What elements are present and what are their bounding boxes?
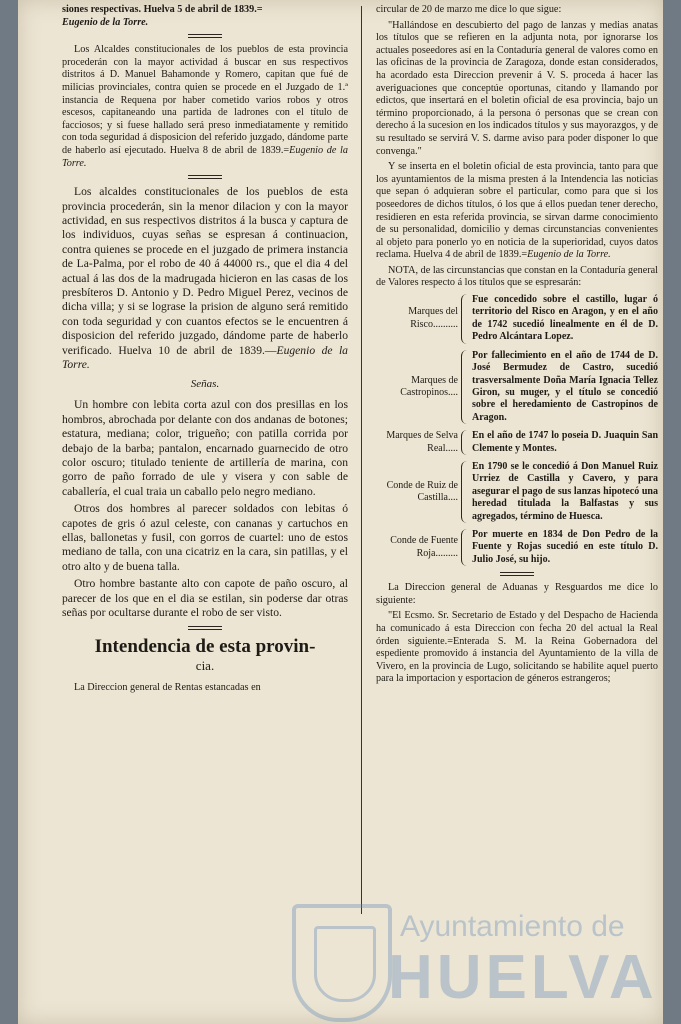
entry-text: Fue concedido sobre el castillo, lugar ó territorio del Risco en Aragon, y en el año de 1742 sucedió linealmente en él de D. Pedro Alcántara Lopez.: [472, 294, 658, 343]
senas-heading: Señas.: [190, 378, 220, 391]
title-entry: [376, 529, 658, 566]
brace: [461, 529, 468, 566]
separator: [188, 175, 222, 179]
column-divider: [361, 6, 362, 914]
paragraph-bahamonde: Los Alcaldes constitucionales de los pueblos de esta provincia procederán con la mayor actividad á buscar en sus respectivos distritos á D. Manuel Bahamonde y Romero, capitan que fué de milicias provinciales, contra quien se procede en el Juzgado de 1.ª instancia de Requena por haber cometido varios robos y otros escesos, capitaneando una partida de ladrones con el título de facciosos; y si fuese hallado será preso inmediatamente y remitido con toda seguridad á disposicion del referido juzgado, dándome parte de haberlo así ejecutado. Huelva 8 de abril de 1839.=Eugenio de la Torre.: [62, 44, 348, 169]
shield-icon: [292, 904, 392, 1022]
paragraph-quote-lanzas: "Hallándose en descubierto del pago de lanzas y medias anatas los títulos que se refieren en la adjunta nota, por ignorarse los actuales poseedores así en la Contaduría general de valores como en las oficinas de la provincia de Zaragoza, donde estan considerados, ha acordado esta Direccion prevenir á V. S. proceda á hacer las averiguaciones que conceptúe oportunas, citando y llamando por edictos, que insertará en el boletin oficial de esa provincia, bajo un término proporcionado, á la persona ó personas que se crean con derecho á la sucesion en los indicados títulos y sus mayorazgos, y de su resultado se servirá V. S. darme aviso para poder disponer lo que convenga.": [376, 19, 658, 157]
separator: [500, 572, 534, 576]
entry-label: Conde de Ruiz de Castilla....: [386, 479, 458, 503]
left-column: [62, 4, 348, 697]
brace: [461, 294, 468, 344]
title-entry: [376, 461, 658, 523]
paragraph-direccion: La Direccion general de Rentas estancadas en: [74, 681, 261, 693]
watermark-line-2: HUELVA: [388, 943, 658, 1012]
paragraph-quote-vivero: "El Ecsmo. Sr. Secretario de Estado y del Despacho de Hacienda ha comunicado á esta Direccion con fecha 20 del actual la Real órden siguiente.=Enterada S. M. la Reina Gobernadora del espediente promovido á instancia del Ayuntamiento de la villa de Vivero, en la provincia de Lugo, solicitando se habilite aquel puerto para la importacion y esportacion de géneros estrangeros;: [376, 610, 658, 685]
entry-label: Conde de Fuente Roja.........: [390, 535, 458, 559]
watermark: [280, 900, 663, 1020]
separator: [188, 626, 222, 630]
paragraph-inserta: Y se inserta en el boletin oficial de esta provincia, tanto para que los ayuntamientos de la misma presten á la Intendencia las noticias que sepan ó adquieran sobre el particular, como para que si los poseedores de dichos títulos, ó los que á ellos puedan tener derecho, residieren en esta referida provincia, se sirvan darme conocimiento de su personalidad, domicilio y demas circunstancias convenientes al objeto para ponerlo yo en noticia de la superioridad, cuyos datos reclama. Huelva 4 de abril de 1839.=Eugenio de la Torre.: [376, 161, 658, 261]
paragraph-captura: Los alcaldes constitucionales de los pueblos de esta provincia procederán, sin la menor dilacion y con la mayor actividad, en sus respectivos distritos á la busca y captura de los individuos, cuyas señas se espresan á continuacion, contra quienes se procede en el juzgado de primera instancia de La-Palma, por el robo de 40 á 44000 rs., que el dia 4 del actual á las dos de la madrugada hicieron en las casas de los presbíteros D. Antonio y D. Pedro Miguel Perez, vecinos de dicha villa; y si se lograse la prision de alguno será remitido con toda seguridad y con cuantos efectos se le encuentren á disposicion del referido juzgado, dándome parte de haberlo verificado. Huelva 10 de abril de 1839.—Eugenio de la Torre.: [62, 185, 348, 371]
right-column: [376, 4, 658, 689]
title-entry: [376, 430, 658, 455]
section-heading-sub: cia.: [195, 657, 215, 673]
paragraph-closing: siones respectivas. Huelva 5 de abril de 1839.= Eugenio de la Torre.: [62, 4, 263, 28]
entry-text: Por muerte en 1834 de Don Pedro de la Fuente y Rojas sucedió en este título D. Julio José, su hijo.: [472, 528, 658, 565]
title-entry: [376, 350, 658, 424]
entry-label: Marques del Risco..........: [408, 306, 458, 330]
entry-label: Marques de Castropinos....: [400, 374, 458, 398]
paragraph-aduanas: La Direccion general de Aduanas y Resguardos me dice lo siguiente:: [376, 582, 658, 606]
watermark-line-1: Ayuntamiento de: [400, 910, 625, 943]
entry-label: Marques de Selva Real.....: [386, 430, 458, 454]
paragraph-nota: NOTA, de las circunstancias que constan en la Contaduría general de Valores respecto á los títulos que se espresarán:: [376, 264, 658, 289]
separator: [188, 34, 222, 38]
brace: [461, 430, 468, 455]
brace: [461, 461, 468, 523]
entry-text: En 1790 se le concedió á Don Manuel Ruiz Urriez de Castilla y Cavero, y para asegurar el pago de sus lanzas hipotecó una heredad titulada la Balfastas y sus agregados, término de Huesca.: [472, 460, 658, 522]
brace: [461, 350, 468, 424]
entry-text: En el año de 1747 lo poseia D. Juaquin San Clemente y Montes.: [472, 430, 658, 454]
newspaper-page: [18, 0, 663, 1024]
section-heading: Intendencia de esta provin-: [94, 635, 316, 657]
paragraph-sena-2: Otros dos hombres al parecer soldados con lebitas ó capotes de gris ó azul celeste, con cananas y cartuchos en ellas, ballonetas y fusil, con gorros de cuartel: uno de estos mediano de talla, con una cicatriz en la cara, sin patillas, y el otro alto y de buena talla.: [62, 502, 348, 573]
title-entry: [376, 294, 658, 344]
paragraph-sena-3: Otro hombre bastante alto con capote de paño oscuro, al parecer de los que en el dia se estilan, sin poderse dar otras señas por ocultarse durante el robo de ser visto.: [62, 577, 348, 620]
entry-text: Por fallecimiento en el año de 1744 de D. José Bermudez de Castro, sucedió trasversalmente Doña María Ignacia Tellez Giron, su muger, y el título se concedió sobre el heredamiento de Castropinos de Aragon.: [472, 349, 658, 423]
paragraph-circular: circular de 20 de marzo me dice lo que sigue:: [376, 4, 562, 15]
paragraph-sena-1: Un hombre con lebita corta azul con dos presillas en los hombros, abrochada por delante con dos andanas de botones; estatura, mediana; color, trigueño; con patilla corrida por debajo de la barba; pantalon, encarnado guarnecido de otro color oscuro; titulado teniente de artillería de marina, con gorro de paño forrado de ule y visera y con sable de caballería, el cual traia un caballo pelo negro mediano.: [62, 398, 348, 498]
